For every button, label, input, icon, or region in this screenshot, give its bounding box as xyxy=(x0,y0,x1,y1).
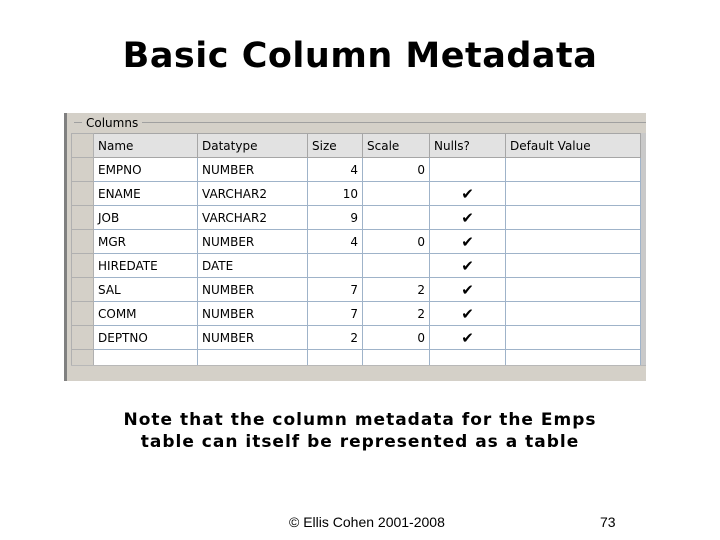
nulls-cell[interactable]: ✔ xyxy=(430,230,506,254)
scale-cell[interactable]: 2 xyxy=(363,302,430,326)
table-row[interactable] xyxy=(72,302,641,326)
columns-grid xyxy=(71,133,646,381)
size-cell[interactable]: 2 xyxy=(308,326,363,350)
note-line-1: Note that the column metadata for the Emps xyxy=(123,410,597,430)
scale-cell[interactable] xyxy=(363,206,430,230)
header-row xyxy=(72,134,641,158)
row-selector[interactable] xyxy=(72,302,94,326)
nulls-cell[interactable]: ✔ xyxy=(430,182,506,206)
size-cell[interactable]: 9 xyxy=(308,206,363,230)
table-row[interactable] xyxy=(72,182,641,206)
default-value-cell[interactable] xyxy=(506,158,641,182)
note-text xyxy=(0,409,720,453)
copyright-footer: © Ellis Cohen 2001-2008 xyxy=(289,514,445,530)
datatype-cell[interactable]: DATE xyxy=(198,254,308,278)
slide-title: Basic Column Metadata xyxy=(122,36,598,76)
scale-cell[interactable] xyxy=(363,254,430,278)
columns-group-label: Columns xyxy=(82,116,142,130)
default-value-cell[interactable] xyxy=(506,302,641,326)
name-cell[interactable]: ENAME xyxy=(94,182,198,206)
table-row[interactable] xyxy=(72,230,641,254)
nulls-cell[interactable] xyxy=(430,158,506,182)
panel-left-border xyxy=(64,113,67,381)
name-cell[interactable]: HIREDATE xyxy=(94,254,198,278)
name-cell[interactable]: DEPTNO xyxy=(94,326,198,350)
header-datatype[interactable]: Datatype xyxy=(198,134,308,158)
nulls-cell[interactable]: ✔ xyxy=(430,206,506,230)
datatype-cell[interactable]: NUMBER xyxy=(198,230,308,254)
columns-table xyxy=(71,133,641,374)
header-nulls[interactable]: Nulls? xyxy=(430,134,506,158)
size-cell[interactable]: 4 xyxy=(308,158,363,182)
datatype-cell[interactable]: NUMBER xyxy=(198,302,308,326)
row-selector[interactable] xyxy=(72,182,94,206)
scale-cell[interactable]: 0 xyxy=(363,230,430,254)
header-size[interactable]: Size xyxy=(308,134,363,158)
size-cell[interactable]: 7 xyxy=(308,302,363,326)
name-cell[interactable]: MGR xyxy=(94,230,198,254)
default-value-cell[interactable] xyxy=(506,254,641,278)
table-row[interactable] xyxy=(72,254,641,278)
note-line-2: table can itself be represented as a table xyxy=(140,432,580,452)
name-cell[interactable]: COMM xyxy=(94,302,198,326)
row-selector[interactable] xyxy=(72,158,94,182)
nulls-cell[interactable]: ✔ xyxy=(430,302,506,326)
row-selector[interactable] xyxy=(72,278,94,302)
scale-cell[interactable] xyxy=(363,182,430,206)
grid-scroll-strip xyxy=(71,365,646,381)
corner-cell xyxy=(72,134,94,158)
nulls-cell[interactable]: ✔ xyxy=(430,254,506,278)
datatype-cell[interactable]: NUMBER xyxy=(198,158,308,182)
row-selector[interactable] xyxy=(72,254,94,278)
datatype-cell[interactable]: NUMBER xyxy=(198,326,308,350)
scale-cell[interactable]: 0 xyxy=(363,326,430,350)
default-value-cell[interactable] xyxy=(506,326,641,350)
table-row[interactable] xyxy=(72,326,641,350)
default-value-cell[interactable] xyxy=(506,206,641,230)
name-cell[interactable]: SAL xyxy=(94,278,198,302)
name-cell[interactable]: EMPNO xyxy=(94,158,198,182)
header-default-value[interactable]: Default Value xyxy=(506,134,641,158)
datatype-cell[interactable]: NUMBER xyxy=(198,278,308,302)
default-value-cell[interactable] xyxy=(506,278,641,302)
scale-cell[interactable]: 2 xyxy=(363,278,430,302)
size-cell[interactable]: 7 xyxy=(308,278,363,302)
datatype-cell[interactable]: VARCHAR2 xyxy=(198,182,308,206)
columns-panel xyxy=(64,113,646,381)
row-selector[interactable] xyxy=(72,326,94,350)
size-cell[interactable]: 4 xyxy=(308,230,363,254)
datatype-cell[interactable]: VARCHAR2 xyxy=(198,206,308,230)
name-cell[interactable]: JOB xyxy=(94,206,198,230)
nulls-cell[interactable]: ✔ xyxy=(430,278,506,302)
default-value-cell[interactable] xyxy=(506,230,641,254)
table-row[interactable] xyxy=(72,278,641,302)
table-row[interactable] xyxy=(72,206,641,230)
table-row[interactable] xyxy=(72,158,641,182)
size-cell[interactable]: 10 xyxy=(308,182,363,206)
row-selector[interactable] xyxy=(72,206,94,230)
page-number: 73 xyxy=(600,514,616,530)
header-name[interactable]: Name xyxy=(94,134,198,158)
scale-cell[interactable]: 0 xyxy=(363,158,430,182)
group-box-line xyxy=(74,122,646,123)
header-scale[interactable]: Scale xyxy=(363,134,430,158)
row-selector[interactable] xyxy=(72,230,94,254)
size-cell[interactable] xyxy=(308,254,363,278)
default-value-cell[interactable] xyxy=(506,182,641,206)
nulls-cell[interactable]: ✔ xyxy=(430,326,506,350)
